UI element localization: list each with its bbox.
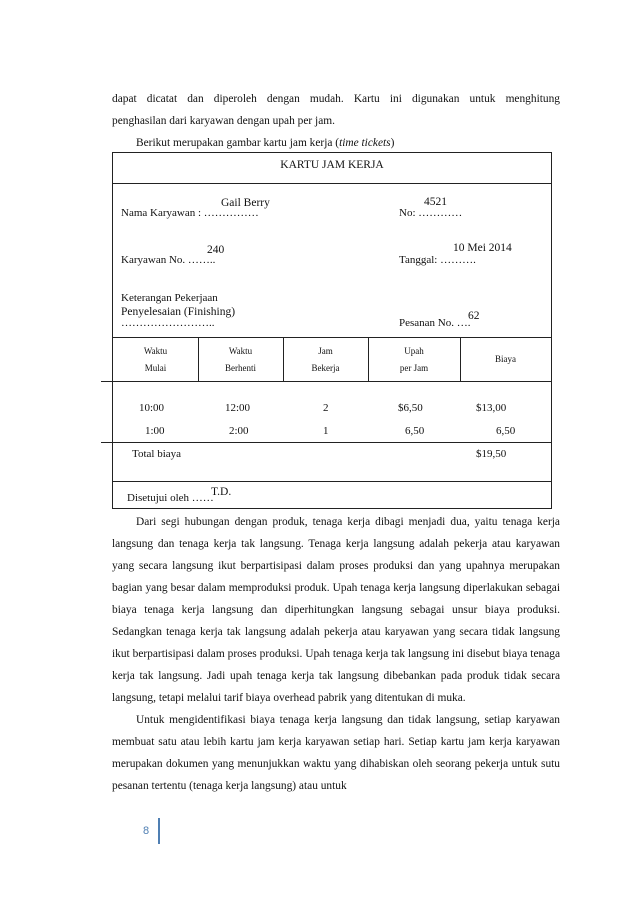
total-label: Total biaya <box>132 448 182 460</box>
table-cell: 2 <box>323 402 329 414</box>
table-cell: $13,00 <box>476 402 507 414</box>
intro-line-3 <box>112 132 560 154</box>
approved-by-label: Disetujui oleh …… <box>127 492 214 504</box>
divider <box>101 442 551 443</box>
page-number-bar <box>158 818 160 844</box>
job-description-label: Keterangan Pekerjaan <box>121 292 218 304</box>
column-header-line: Jam <box>318 346 333 356</box>
table-cell: 10:00 <box>139 402 165 414</box>
order-number-value: 62 <box>468 310 480 322</box>
divider <box>101 381 551 382</box>
time-ticket-card <box>112 152 552 509</box>
column-header-hours <box>283 343 368 377</box>
employee-number-value: 240 <box>207 244 225 256</box>
divider <box>113 183 551 184</box>
date-value: 10 Mei 2014 <box>453 242 512 254</box>
intro-line-3-prefix: Berikut merupakan gambar kartu jam kerja ( <box>136 137 340 149</box>
column-header-line: Waktu <box>228 346 253 356</box>
column-header-stop-time <box>198 343 283 377</box>
column-header-rate <box>368 343 460 377</box>
job-description-dots: …………………….. <box>121 317 215 329</box>
date-label: Tanggal: ………. <box>399 254 476 266</box>
table-cell: 12:00 <box>225 402 251 414</box>
table-cell: 1:00 <box>145 425 165 437</box>
column-header-start-time <box>113 343 198 377</box>
divider <box>113 337 551 338</box>
total-value: $19,50 <box>476 448 507 460</box>
intro-text <box>112 88 560 154</box>
column-header-cost: Biaya <box>495 354 516 364</box>
table-cell: 2:00 <box>229 425 249 437</box>
column-header-line: Berhenti <box>225 363 256 373</box>
employee-name-value: Gail Berry <box>221 197 270 209</box>
employee-name-label: Nama Karyawan : …………… <box>121 207 259 219</box>
table-cell: 6,50 <box>405 425 425 437</box>
intro-line-1: dapat dicatat dan diperoleh dengan mudah. Kartu ini digunakan untuk menghitung <box>112 93 560 105</box>
paragraph: Untuk mengidentifikasi biaya tenaga kerja langsung dan tidak langsung, setiap karyawan membuat satu atau lebih kartu jam kerja karyawan setiap hari. Setiap kartu jam kerja karyawan merupakan dokumen yang menunjukkan waktu yang dihabiskan oleh seorang pekerja untuk sutu pesanan tertentu (tenaga kerja langsung) atau untuk <box>112 714 560 792</box>
page-number: 8 <box>143 825 150 837</box>
table-cell: $6,50 <box>398 402 423 414</box>
approved-by-value: T.D. <box>211 486 232 498</box>
column-header-line: Mulai <box>144 363 167 373</box>
table-cell: 6,50 <box>496 425 516 437</box>
employee-number-label: Karyawan No. …….. <box>121 254 216 266</box>
body-text <box>112 511 560 797</box>
order-number-label: Pesanan No. …. <box>399 317 471 329</box>
paragraph: Dari segi hubungan dengan produk, tenaga kerja dibagi menjadi dua, yaitu tenaga kerja langsung dan tenaga kerja tak langsung. Tenaga kerja langsung adalah pekerja atau karyawan yang secara langsung ikut berpartisipasi dalam proses produksi dan yang upahnya merupakan bagian yang besar dalam memproduksi produk. Upah tenaga kerja langsung diperlakukan sebagai biaya tenaga kerja langsung dan diperhitungkan langsung sebagai unsur biaya produksi. Sedangkan tenaga kerja tak langsung adalah pekerja atau karyawan yang secara tidak langsung ikut berpartisipasi dalam proses produksi. Upah tenaga kerja tak langsung ini disebut biaya tenaga kerja tak langsung. Jadi upah tenaga kerja tak langsung dibebankan pada produk tidak secara langsung, tetapi melalui tarif biaya overhead pabrik yang ditentukan di muka. <box>112 516 560 704</box>
intro-line-3-italic: time tickets <box>339 137 391 149</box>
job-description-value: Penyelesaian (Finishing) <box>121 306 236 318</box>
ticket-number-value: 4521 <box>424 196 447 208</box>
column-header-line: per Jam <box>399 363 429 373</box>
intro-line-2: penghasilan dari karyawan dengan upah per jam. <box>112 115 335 127</box>
table-cell: 1 <box>323 425 329 437</box>
ticket-number-label: No: ………… <box>399 207 463 219</box>
column-header-line: Bekerja <box>311 363 340 373</box>
card-title: KARTU JAM KERJA <box>280 159 384 171</box>
divider <box>113 481 551 482</box>
column-header-line: Waktu <box>143 346 168 356</box>
intro-line-3-suffix: ) <box>390 137 395 149</box>
column-header-line: Upah <box>404 346 424 356</box>
